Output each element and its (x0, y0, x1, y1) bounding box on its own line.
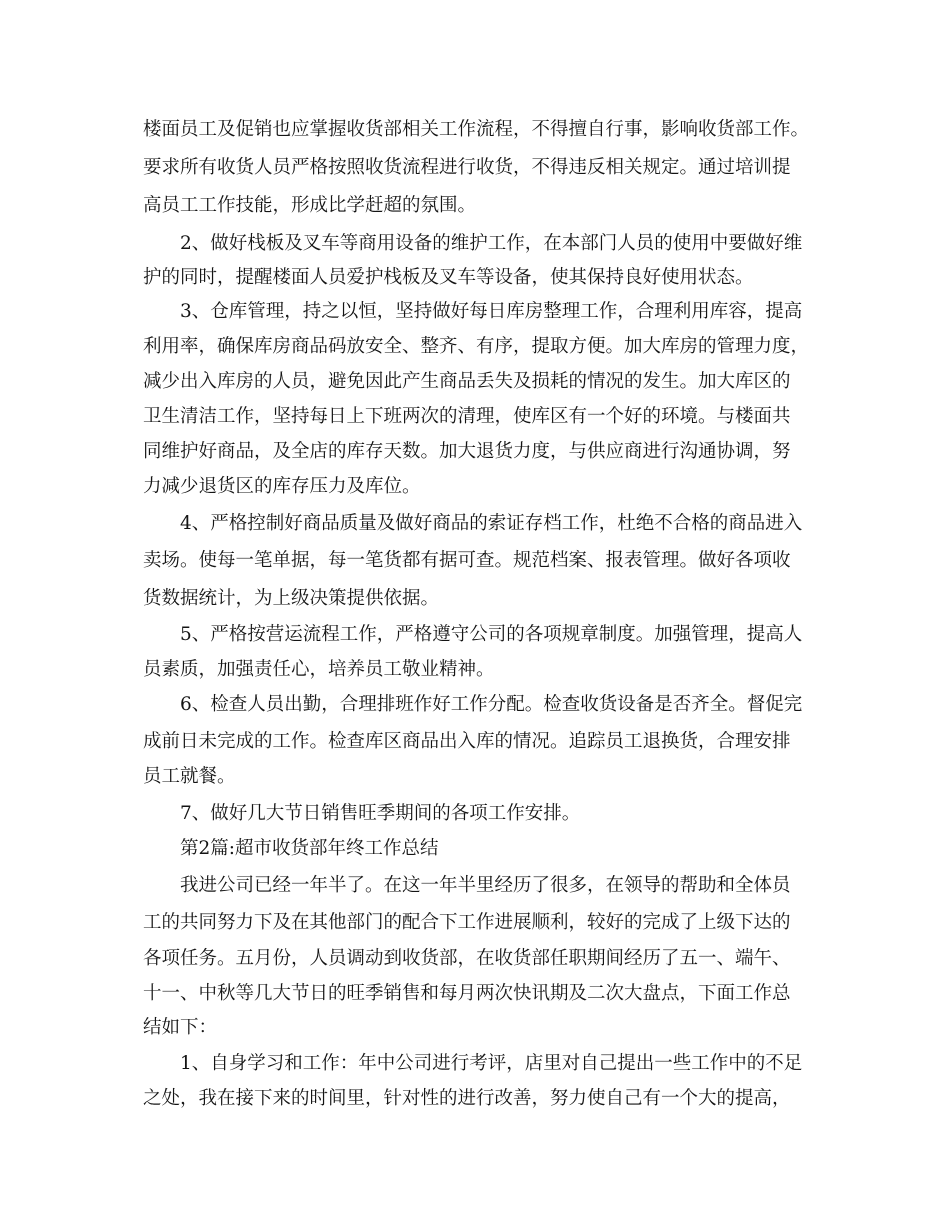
text-line: 1、自身学习和工作：年中公司进行考评，店里对自己提出一些工作中的不足 (180, 1053, 803, 1074)
text-line: 7、做好几大节日销售旺季期间的各项工作安排。 (180, 803, 581, 824)
text-line: 4、严格控制好商品质量及做好商品的索证存档工作，杜绝不合格的商品进入 (180, 513, 803, 534)
text-line: 6、检查人员出勤，合理排班作好工作分配。检查收货设备是否齐全。督促完 (180, 694, 803, 715)
text-line: 十一、中秋等几大节日的旺季销售和每月两次快讯期及二次大盘点，下面工作总 (143, 983, 791, 1004)
text-line: 楼面员工及促销也应掌握收货部相关工作流程，不得擅自行事，影响收货部工作。 (143, 119, 810, 140)
text-line: 5、严格按营运流程工作，严格遵守公司的各项规章制度。加强管理，提高人 (180, 624, 803, 645)
text-line: 卫生清洁工作，坚持每日上下班两次的清理，使库区有一个好的环境。与楼面共 (143, 406, 791, 427)
text-line: 减少出入库房的人员，避免因此产生商品丢失及损耗的情况的发生。加大库区的 (143, 371, 791, 392)
text-line: 高员工工作技能，形成比学赶超的氛围。 (143, 195, 477, 216)
text-line: 同维护好商品，及全店的库存天数。加大退货力度，与供应商进行沟通协调，努 (143, 441, 791, 462)
text-line: 力减少退货区的库存压力及库位。 (143, 476, 421, 497)
text-line: 结如下： (143, 1017, 218, 1038)
text-line: 成前日未完成的工作。检查库区商品出入库的情况。追踪员工退换货，合理安排 (143, 731, 791, 752)
text-line: 3、仓库管理，持之以恒，坚持做好每日库房整理工作，合理利用库容，提高 (180, 301, 803, 322)
text-line: 护的同时，提醒楼面人员爱护栈板及叉车等设备，使其保持良好使用状态。 (143, 267, 754, 288)
text-line: 利用率，确保库房商品码放安全、整齐、有序，提取方便。加大库房的管理力度， (143, 336, 810, 357)
text-line: 之处，我在接下来的时间里，针对性的进行改善，努力使自己有一个大的提高， (143, 1088, 791, 1109)
text-line: 货数据统计，为上级决策提供依据。 (143, 588, 440, 609)
text-line: 工的共同努力下及在其他部门的配合下工作进展顺利，较好的完成了上级下达的 (143, 912, 791, 933)
text-line: 卖场。使每一笔单据，每一笔货都有据可查。规范档案、报表管理。做好各项收 (143, 550, 791, 571)
text-line: 2、做好栈板及叉车等商用设备的维护工作，在本部门人员的使用中要做好维 (180, 233, 803, 254)
text-line: 员素质，加强责任心，培养员工敬业精神。 (143, 659, 495, 680)
text-line: 要求所有收货人员严格按照收货流程进行收货，不得违反相关规定。通过培训提 (143, 157, 791, 178)
text-line: 各项任务。五月份，人员调动到收货部，在收货部任职期间经历了五一、端午、 (143, 948, 791, 969)
text-line: 员工就餐。 (143, 766, 236, 787)
section-heading: 第2篇:超市收货部年终工作总结 (180, 838, 439, 859)
text-line: 我进公司已经一年半了。在这一年半里经历了很多，在领导的帮助和全体员 (180, 875, 791, 896)
